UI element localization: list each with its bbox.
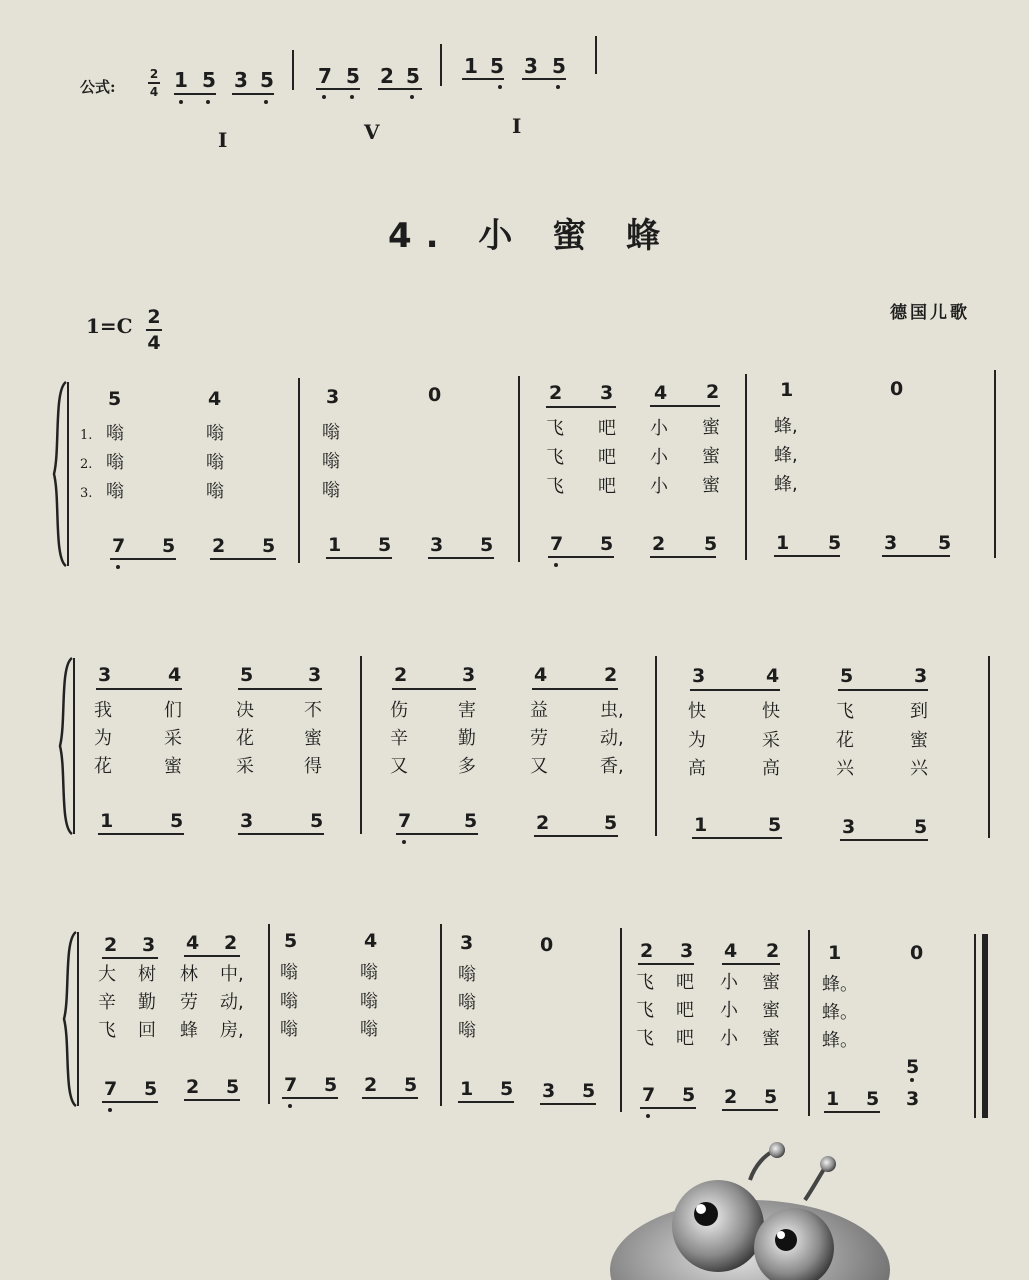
lyric: 蜂, bbox=[774, 445, 798, 466]
song-source: 德国儿歌 bbox=[890, 303, 970, 323]
lyric: 多 bbox=[458, 756, 476, 777]
bass-note: 1 bbox=[100, 810, 114, 832]
lyric: 嗡 bbox=[280, 991, 298, 1012]
verse-number: 3. bbox=[80, 486, 93, 501]
lyric: 嗡 bbox=[280, 1019, 298, 1040]
melody-note: 3 bbox=[308, 664, 322, 686]
lyric: 虫, bbox=[600, 700, 624, 721]
lyric: 大 bbox=[98, 964, 116, 985]
chord-symbol: V bbox=[364, 120, 380, 144]
formula-note: 5 bbox=[260, 68, 274, 92]
lyric: 采 bbox=[762, 730, 780, 751]
lyric: 得 bbox=[304, 756, 322, 777]
lyric: 采 bbox=[164, 728, 182, 749]
melody-note: 3 bbox=[142, 934, 156, 956]
melody-note: 2 bbox=[549, 382, 563, 404]
formula-time-bottom: 4 bbox=[149, 85, 159, 99]
lyric: 到 bbox=[910, 701, 928, 722]
lyric: 嗡 bbox=[322, 422, 340, 443]
time-bottom: 4 bbox=[147, 332, 161, 354]
melody-note: 4 bbox=[168, 664, 182, 686]
lyric: 飞 bbox=[546, 418, 564, 439]
lyric: 蜂 bbox=[180, 1020, 198, 1041]
bass-note: 3 bbox=[542, 1080, 556, 1102]
melody-note: 2 bbox=[766, 940, 780, 962]
lyric: 采 bbox=[236, 756, 254, 777]
bass-note: 1 bbox=[826, 1088, 840, 1110]
melody-note: 4 bbox=[364, 930, 378, 952]
lyric: 嗡 bbox=[360, 991, 378, 1012]
lyric: 快 bbox=[688, 701, 706, 722]
lyric: 嗡 bbox=[458, 964, 476, 985]
lyric: 蜜 bbox=[304, 728, 322, 749]
lyric: 高 bbox=[762, 758, 780, 779]
lyric: 又 bbox=[530, 756, 548, 777]
lyric: 高 bbox=[688, 758, 706, 779]
bass-note: 2 bbox=[536, 812, 550, 834]
lyric: 吧 bbox=[676, 1000, 694, 1021]
bass-note: 1 bbox=[328, 534, 342, 556]
bass-note: 5 bbox=[500, 1078, 514, 1100]
bass-note: 5 bbox=[144, 1078, 158, 1100]
lyric: 嗡 bbox=[206, 423, 224, 444]
formula-note: 5 bbox=[202, 68, 216, 92]
formula-note: 3 bbox=[234, 68, 248, 92]
bass-note: 5 bbox=[600, 533, 614, 555]
formula-note: 7 bbox=[318, 64, 332, 88]
bass-note: 5 bbox=[404, 1074, 418, 1096]
final-chord-note: 3 bbox=[906, 1088, 920, 1110]
formula-time-top: 2 bbox=[149, 67, 159, 81]
melody-note: 5 bbox=[284, 930, 298, 952]
formula-note: 5 bbox=[346, 64, 360, 88]
lyric: 兴 bbox=[836, 758, 854, 779]
lyric: 飞 bbox=[98, 1020, 116, 1041]
lyric: 兴 bbox=[910, 758, 928, 779]
bass-note: 7 bbox=[550, 533, 564, 555]
lyric: 飞 bbox=[836, 701, 854, 722]
lyric: 小 bbox=[720, 972, 738, 993]
formula-note: 5 bbox=[406, 64, 420, 88]
lyric: 嗡 bbox=[458, 1020, 476, 1041]
lyric: 小 bbox=[720, 1000, 738, 1021]
melody-note: 3 bbox=[326, 386, 340, 408]
bass-note: 3 bbox=[842, 816, 856, 838]
lyric: 飞 bbox=[636, 972, 654, 993]
bass-note: 5 bbox=[866, 1088, 880, 1110]
system-brace bbox=[58, 930, 82, 1108]
bass-note: 7 bbox=[112, 535, 126, 557]
bass-note: 5 bbox=[324, 1074, 338, 1096]
lyric: 小 bbox=[650, 447, 668, 468]
lyric: 蜜 bbox=[164, 756, 182, 777]
lyric: 香, bbox=[600, 756, 624, 777]
lyric: 嗡 bbox=[322, 480, 340, 501]
melody-note: 3 bbox=[692, 665, 706, 687]
bass-note: 5 bbox=[226, 1076, 240, 1098]
bass-note: 2 bbox=[724, 1086, 738, 1108]
lyric: 蜜 bbox=[762, 1028, 780, 1049]
lyric: 飞 bbox=[546, 447, 564, 468]
lyric: 小 bbox=[650, 418, 668, 439]
chord-symbol: I bbox=[512, 114, 522, 138]
lyric: 蜜 bbox=[762, 1000, 780, 1021]
lyric: 飞 bbox=[636, 1000, 654, 1021]
lyric: 动, bbox=[220, 992, 244, 1013]
lyric: 辛 bbox=[98, 992, 116, 1013]
system-brace bbox=[54, 656, 78, 836]
bass-note: 2 bbox=[652, 533, 666, 555]
time-signature bbox=[146, 306, 162, 354]
key-signature: 1=C bbox=[86, 314, 133, 338]
melody-note: 2 bbox=[604, 664, 618, 686]
lyric: 蜂。 bbox=[822, 1030, 858, 1051]
melody-note: 3 bbox=[680, 940, 694, 962]
formula-note: 1 bbox=[174, 68, 188, 92]
lyric: 蜜 bbox=[702, 417, 720, 438]
bass-note: 7 bbox=[284, 1074, 298, 1096]
lyric: 房, bbox=[220, 1020, 244, 1041]
lyric: 小 bbox=[650, 476, 668, 497]
bass-note: 1 bbox=[460, 1078, 474, 1100]
lyric: 嗡 bbox=[106, 481, 124, 502]
lyric: 嗡 bbox=[106, 452, 124, 473]
lyric: 飞 bbox=[636, 1028, 654, 1049]
page-title: 4. 小 蜜 蜂 bbox=[388, 216, 675, 256]
verse-number: 1. bbox=[80, 428, 93, 443]
melody-note: 0 bbox=[910, 942, 924, 964]
lyric: 劳 bbox=[530, 728, 548, 749]
lyric: 蜂, bbox=[774, 416, 798, 437]
lyric: 吧 bbox=[676, 972, 694, 993]
lyric: 嗡 bbox=[280, 962, 298, 983]
bass-note: 2 bbox=[364, 1074, 378, 1096]
bass-note: 5 bbox=[938, 532, 952, 554]
melody-note: 4 bbox=[766, 665, 780, 687]
lyric: 回 bbox=[138, 1020, 156, 1041]
lyric: 勤 bbox=[138, 992, 156, 1013]
lyric: 勤 bbox=[458, 728, 476, 749]
lyric: 决 bbox=[236, 700, 254, 721]
lyric: 嗡 bbox=[322, 451, 340, 472]
lyric: 害 bbox=[458, 700, 476, 721]
melody-note: 3 bbox=[98, 664, 112, 686]
melody-note: 4 bbox=[534, 664, 548, 686]
lyric: 蜜 bbox=[702, 475, 720, 496]
lyric: 蜂。 bbox=[822, 1002, 858, 1023]
bass-note: 5 bbox=[378, 534, 392, 556]
lyric: 我 bbox=[94, 700, 112, 721]
bass-note: 2 bbox=[212, 535, 226, 557]
verse-number: 2. bbox=[80, 457, 93, 472]
formula-note: 5 bbox=[552, 54, 566, 78]
lyric: 为 bbox=[688, 730, 706, 751]
lyric: 蜜 bbox=[702, 446, 720, 467]
lyric: 蜜 bbox=[762, 972, 780, 993]
lyric: 们 bbox=[164, 700, 182, 721]
bass-note: 1 bbox=[776, 532, 790, 554]
melody-note: 5 bbox=[840, 665, 854, 687]
bass-note: 5 bbox=[604, 812, 618, 834]
lyric: 蜜 bbox=[910, 730, 928, 751]
lyric: 飞 bbox=[546, 476, 564, 497]
lyric: 嗡 bbox=[360, 1019, 378, 1040]
final-chord-note: 5 bbox=[906, 1056, 920, 1078]
bass-note: 3 bbox=[884, 532, 898, 554]
melody-note: 0 bbox=[890, 378, 904, 400]
lyric: 不 bbox=[304, 700, 322, 721]
time-top: 2 bbox=[147, 306, 161, 328]
lyric: 吧 bbox=[676, 1028, 694, 1049]
bass-note: 5 bbox=[170, 810, 184, 832]
melody-note: 3 bbox=[460, 932, 474, 954]
bass-note: 5 bbox=[464, 810, 478, 832]
bass-note: 5 bbox=[480, 534, 494, 556]
melody-note: 2 bbox=[706, 381, 720, 403]
melody-note: 5 bbox=[240, 664, 254, 686]
lyric: 林 bbox=[180, 964, 198, 985]
bass-note: 7 bbox=[398, 810, 412, 832]
lyric: 动, bbox=[600, 728, 624, 749]
bass-note: 2 bbox=[186, 1076, 200, 1098]
formula-note: 2 bbox=[380, 64, 394, 88]
formula-note: 1 bbox=[464, 54, 478, 78]
melody-note: 2 bbox=[224, 932, 238, 954]
lyric: 嗡 bbox=[206, 481, 224, 502]
melody-note: 0 bbox=[540, 934, 554, 956]
bass-note: 5 bbox=[768, 814, 782, 836]
lyric: 劳 bbox=[180, 992, 198, 1013]
lyric: 又 bbox=[390, 756, 408, 777]
bass-note: 5 bbox=[262, 535, 276, 557]
melody-note: 1 bbox=[828, 942, 842, 964]
lyric: 吧 bbox=[598, 418, 616, 439]
bass-note: 5 bbox=[704, 533, 718, 555]
bass-note: 3 bbox=[430, 534, 444, 556]
melody-note: 4 bbox=[724, 940, 738, 962]
lyric: 伤 bbox=[390, 700, 408, 721]
melody-note: 4 bbox=[654, 382, 668, 404]
lyric: 嗡 bbox=[360, 962, 378, 983]
bass-note: 5 bbox=[682, 1084, 696, 1106]
formula-time-signature bbox=[148, 67, 160, 99]
lyric: 中, bbox=[220, 964, 244, 985]
formula-note: 3 bbox=[524, 54, 538, 78]
lyric: 快 bbox=[762, 701, 780, 722]
bass-note: 7 bbox=[104, 1078, 118, 1100]
bee-illustration-icon bbox=[600, 1140, 900, 1280]
lyric: 为 bbox=[94, 728, 112, 749]
bass-note: 5 bbox=[764, 1086, 778, 1108]
lyric: 辛 bbox=[390, 728, 408, 749]
lyric: 嗡 bbox=[206, 452, 224, 473]
bass-note: 5 bbox=[162, 535, 176, 557]
melody-note: 2 bbox=[640, 940, 654, 962]
lyric: 嗡 bbox=[106, 423, 124, 444]
bass-note: 5 bbox=[828, 532, 842, 554]
bass-note: 5 bbox=[310, 810, 324, 832]
melody-note: 3 bbox=[462, 664, 476, 686]
lyric: 嗡 bbox=[458, 992, 476, 1013]
formula-note: 5 bbox=[490, 54, 504, 78]
bass-note: 5 bbox=[914, 816, 928, 838]
bass-note: 3 bbox=[240, 810, 254, 832]
lyric: 花 bbox=[236, 728, 254, 749]
bass-note: 5 bbox=[582, 1080, 596, 1102]
melody-note: 3 bbox=[600, 382, 614, 404]
bass-note: 7 bbox=[642, 1084, 656, 1106]
melody-note: 3 bbox=[914, 665, 928, 687]
lyric: 树 bbox=[138, 964, 156, 985]
melody-note: 5 bbox=[108, 388, 122, 410]
melody-note: 1 bbox=[780, 379, 794, 401]
lyric: 吧 bbox=[598, 476, 616, 497]
lyric: 蜂。 bbox=[822, 974, 858, 995]
lyric: 小 bbox=[720, 1028, 738, 1049]
system-brace bbox=[48, 380, 72, 568]
bass-note: 1 bbox=[694, 814, 708, 836]
formula-label: 公式: bbox=[80, 78, 116, 96]
lyric: 益 bbox=[530, 700, 548, 721]
chord-symbol: I bbox=[218, 128, 228, 152]
melody-note: 4 bbox=[208, 388, 222, 410]
melody-note: 0 bbox=[428, 384, 442, 406]
lyric: 蜂, bbox=[774, 474, 798, 495]
melody-note: 4 bbox=[186, 932, 200, 954]
melody-note: 2 bbox=[394, 664, 408, 686]
lyric: 吧 bbox=[598, 447, 616, 468]
melody-note: 2 bbox=[104, 934, 118, 956]
lyric: 花 bbox=[94, 756, 112, 777]
lyric: 花 bbox=[836, 730, 854, 751]
